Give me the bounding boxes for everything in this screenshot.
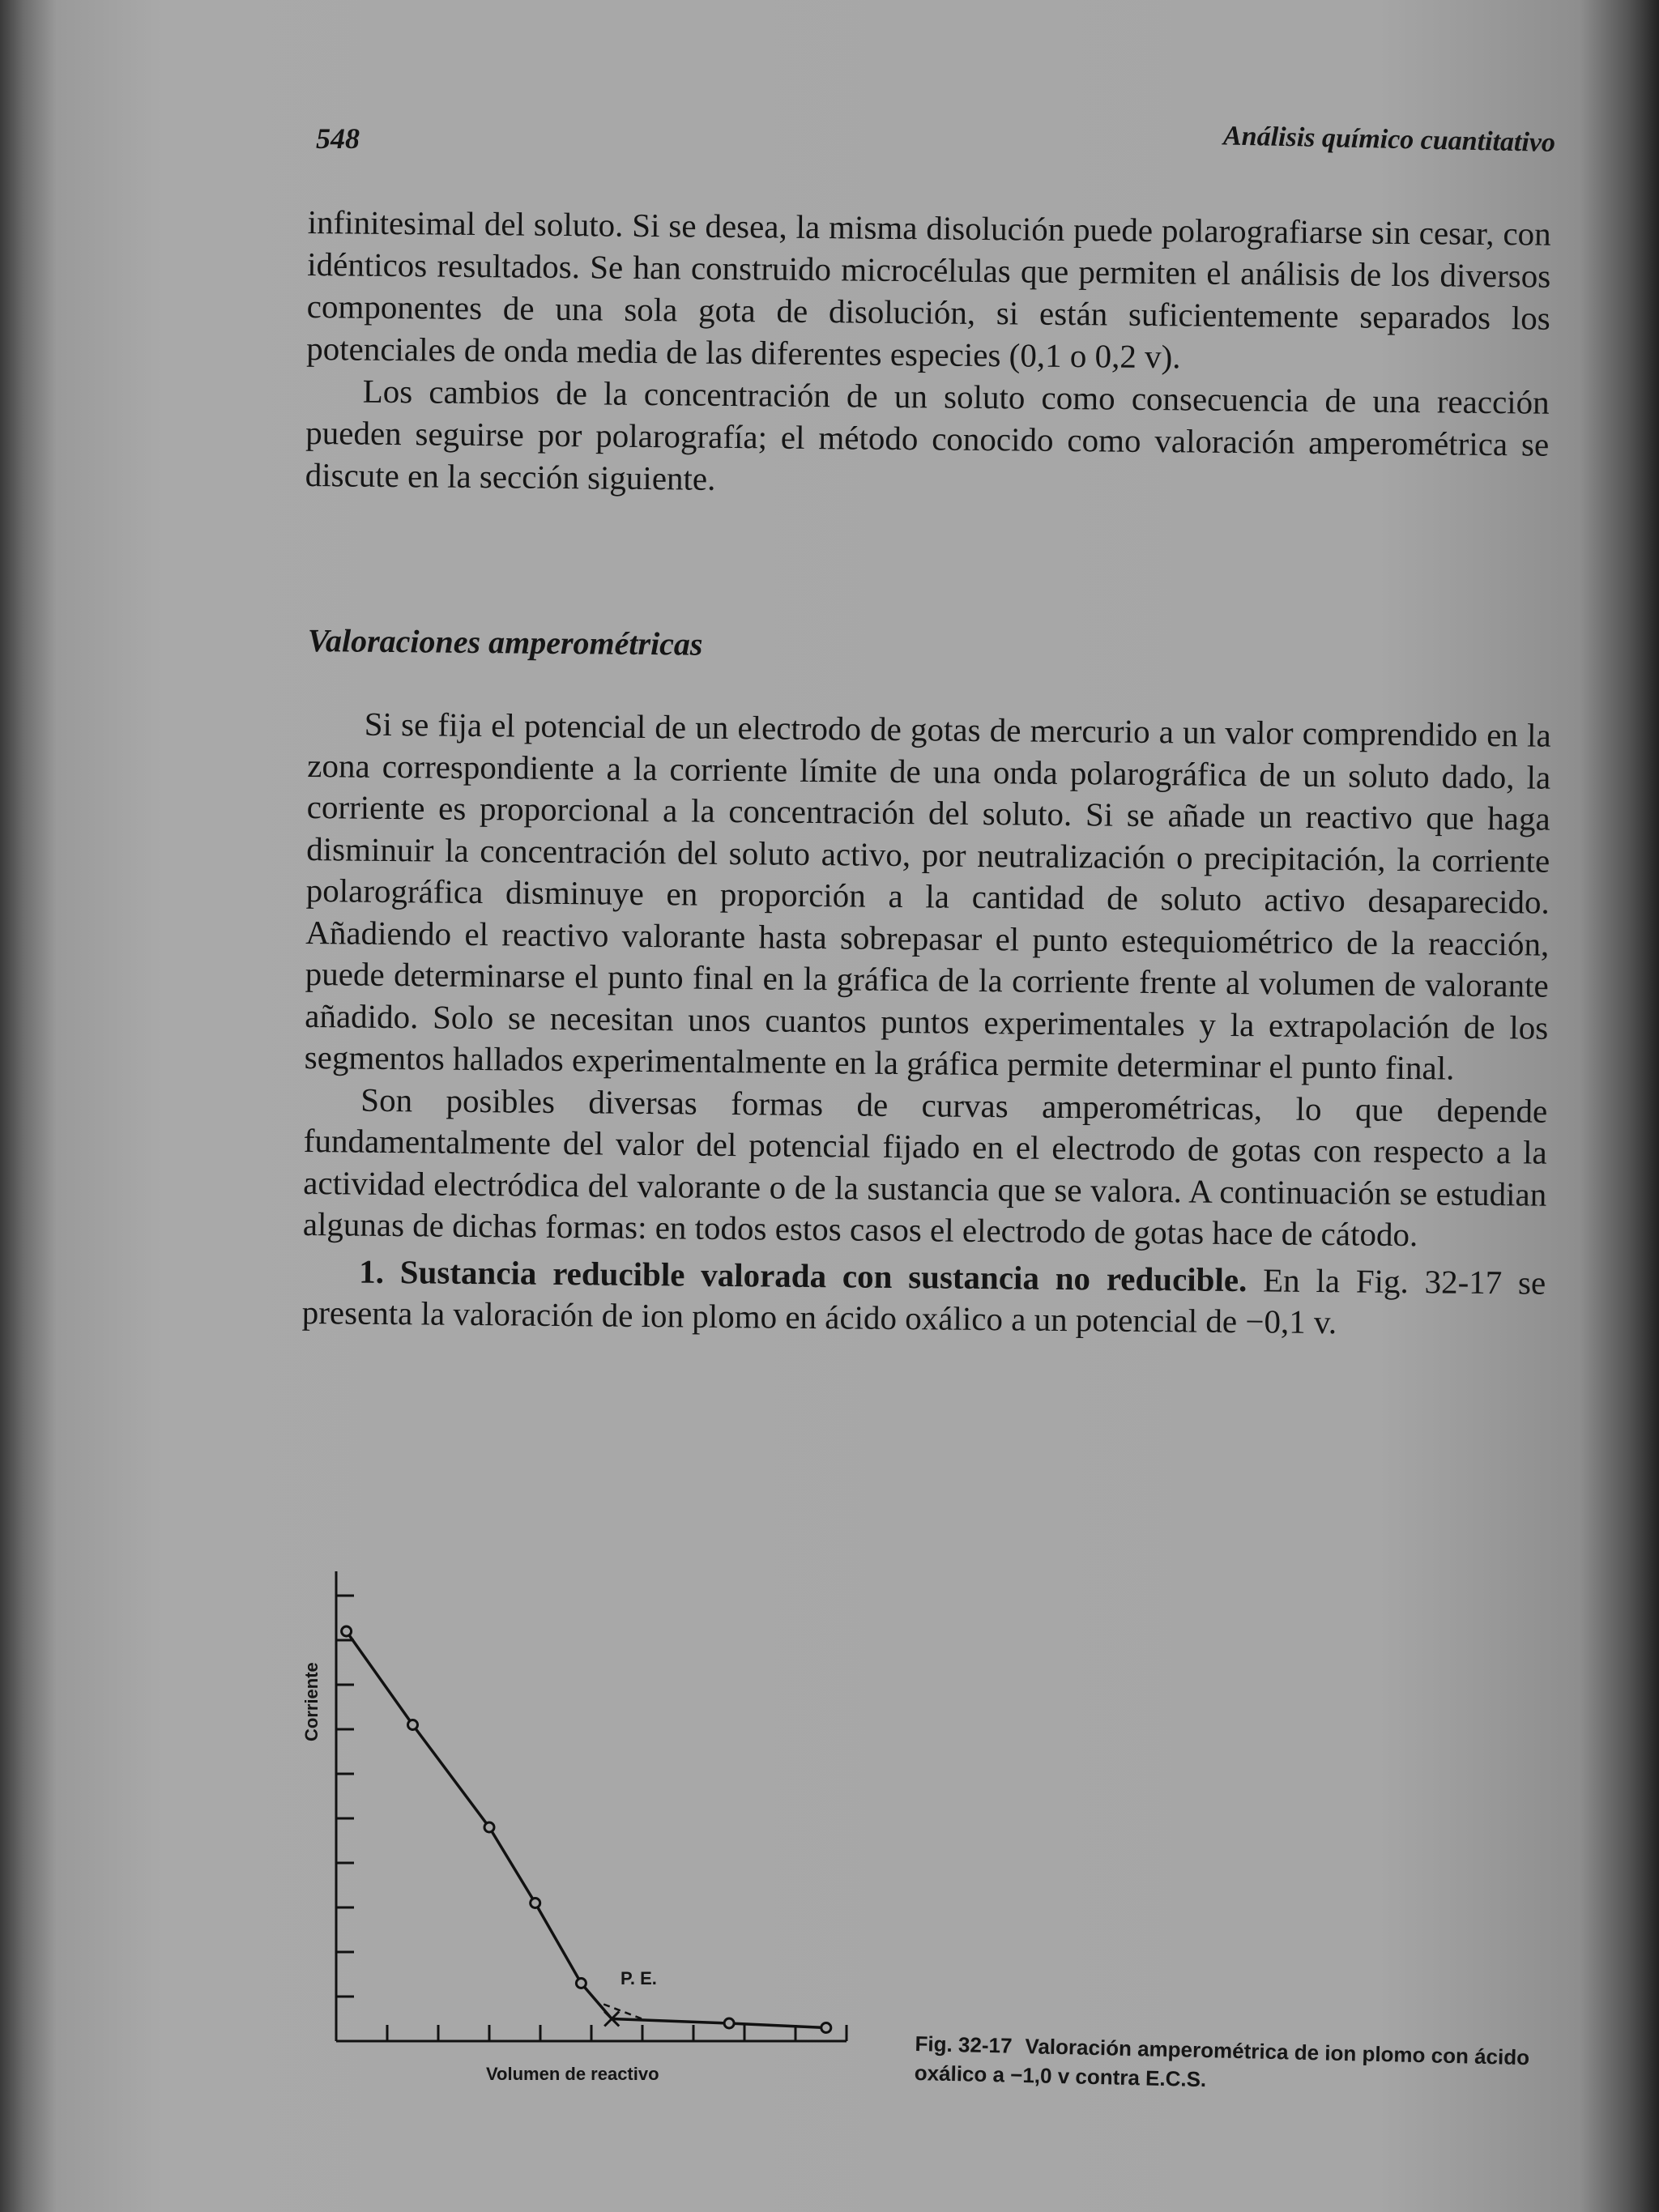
- paragraph: Son posibles diversas formas de curvas amperométricas, lo que depende fundamentalmente del valor del potencial fijado en el electrodo de gotas con respecto a la actividad electródica del valorante o de la sustancia que se valora. A continuación se estudian algunas de dichas formas: en todos estos casos el electrodo de gotas hace de cátodo.: [302, 1080, 1548, 1254]
- data-point: [821, 2023, 831, 2033]
- endpoint-label: P. E.: [621, 1968, 657, 1988]
- running-head: Análisis químico cuantitativo: [1222, 121, 1556, 158]
- paragraph: infinitesimal del soluto. Si se desea, la misma disolución puede polarografiarse sin cesar, con idénticos resultados. Se han construido microcélulas que permiten el análisis de los diversos componentes de una sola gota de disolución, si están suficientemente separados los potenciales de onda media de las diferentes especies (0,1 o 0,2 v).: [306, 202, 1551, 376]
- data-point: [484, 1822, 494, 1832]
- data-point: [408, 1720, 418, 1730]
- flat-segment: [612, 2019, 826, 2028]
- titration-chart: [292, 1515, 875, 2098]
- data-point: [342, 1626, 352, 1636]
- figure-32-17: [292, 1515, 875, 2098]
- list-item: [302, 1250, 1546, 1345]
- paragraph: Los cambios de la concentración de un soluto como consecuencia de una reacción pueden seguirse por polarografía; el método conocido como valoración amperométrica se discute en la sección siguiente.: [305, 372, 1550, 497]
- item-number: 1.: [359, 1252, 385, 1290]
- data-point: [724, 2018, 734, 2028]
- page-number: 548: [316, 122, 360, 155]
- x-axis-label: Volumen de reactivo: [486, 2064, 659, 2084]
- figure-caption: [914, 2029, 1530, 2101]
- item-text: En la Fig. 32-17 se presenta la valoración de ion plomo en ácido oxálico a un potencial de −0,1 v.: [301, 1260, 1546, 1341]
- descending-segment: [347, 1631, 612, 2019]
- paragraph: Si se fija el potencial de un electrodo de gotas de mercurio a un valor comprendido en la zona correspondiente a la corriente límite de una onda polarográfica de un soluto dado, la corriente es proporcional a la concentración del soluto. Si se añade un reactivo que haga disminuir la concentración del soluto activo, por neutralización o precipitación, la corriente polarográfica disminuye en proporción a la cantidad de soluto activo desaparecido. Añadiendo el reactivo valorante hasta sobrepasar el punto estequiométrico de la reacción, puede determinarse el punto final en la gráfica de la corriente frente al volumen de valorante añadido. Solo se necesitan unos cuantos puntos experimentales y la extrapolación de los segmentos hallados experimentalmente en la gráfica permite determinar el punto final.: [304, 705, 1551, 1087]
- y-axis-label: Corriente: [301, 1662, 322, 1741]
- caption-figure-ref: Fig. 32-17: [915, 2031, 1013, 2058]
- data-point: [531, 1899, 540, 1908]
- caption-text: Valoración amperométrica de ion plomo con ácido oxálico a −1,0 v contra E.C.S.: [914, 2034, 1530, 2092]
- section-heading: Valoraciones amperométricas: [307, 621, 703, 663]
- data-point: [576, 1979, 586, 1988]
- main-text-block: [302, 703, 1551, 1345]
- top-text-block: [305, 201, 1551, 508]
- item-title: Sustancia reducible valorada con sustancia no reducible.: [399, 1252, 1247, 1298]
